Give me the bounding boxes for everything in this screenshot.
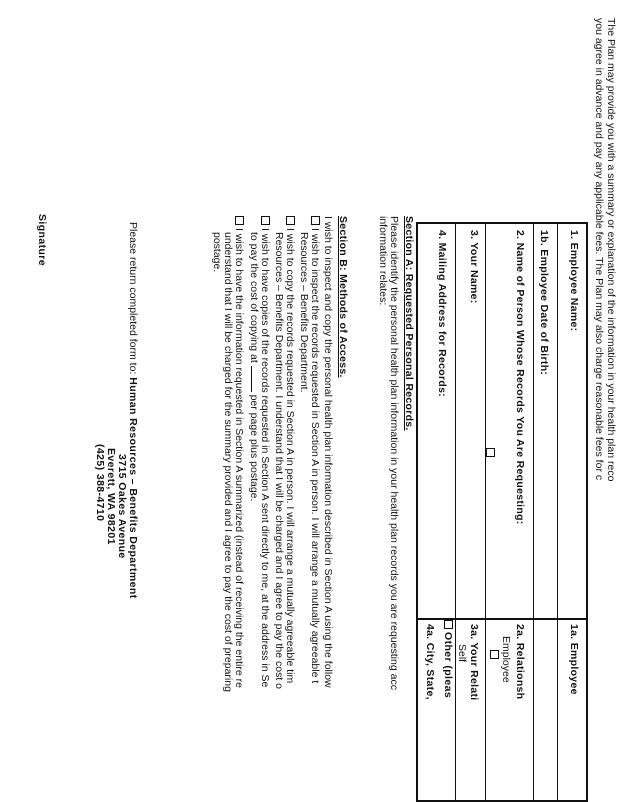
relationship-other-text: Other (pleas	[442, 632, 454, 699]
section-b-heading: Section B: Methods of Access.	[337, 216, 349, 378]
intro-line-1: The Plan may provide you with a summary or explanation of the information in your health plan reco	[605, 18, 617, 482]
employee-name-label: 1. Employee Name:	[568, 230, 580, 332]
section-b	[211, 216, 348, 692]
intro-line-2: you agree in advance and pay any applicable fees. The Plan may also charge reasonable fees for c	[593, 18, 605, 481]
access-option-mail	[259, 216, 270, 692]
table-row-divider	[533, 224, 534, 800]
inspect-checkbox[interactable]	[311, 216, 320, 225]
mail-line-2	[248, 216, 259, 692]
section-a-line-1: Please identify the personal health plan information in your health plan records you are requesting acc	[388, 216, 400, 690]
relationship-employee-checkbox[interactable]	[490, 650, 499, 659]
mail-checkbox[interactable]	[261, 216, 270, 225]
access-option-inspect	[309, 216, 320, 692]
summary-line-3: postage.	[211, 232, 223, 273]
return-street: 3715 Oakes Avenue	[116, 454, 128, 559]
return-city: Everett, WA 98201	[105, 448, 117, 545]
request-form-table	[416, 222, 588, 802]
access-option-copy	[284, 216, 295, 692]
relationship-self-checkbox[interactable]	[486, 448, 495, 457]
return-department: Human Resources – Benefits Department	[127, 377, 139, 599]
return-address-block	[94, 222, 138, 599]
city-state-label: 4a. City, State,	[424, 624, 436, 700]
intro-text	[593, 18, 617, 481]
summary-line-1: I wish to have the information requested in Section A summarized (instead of receiving the entire re	[233, 228, 245, 688]
your-relationship-label: 3a. Your Relati	[468, 624, 480, 701]
section-a-heading: Section A: Requested Personal Records.	[403, 216, 415, 431]
relationship-other-option	[442, 620, 454, 698]
employee-dob-label: 1b. Employee Date of Birth:	[538, 230, 550, 376]
your-name-label: 3. Your Name:	[468, 230, 480, 304]
mail-line-2-end: per page plus postage.	[248, 394, 260, 502]
relationship-option-employee	[500, 636, 512, 683]
relationship-self-text: Self	[456, 644, 468, 663]
section-a	[377, 216, 414, 690]
access-option-summary	[233, 216, 244, 692]
relationship-employee-text: Employee	[500, 636, 512, 683]
table-row-divider	[557, 224, 558, 800]
cost-per-page-blank[interactable]	[251, 366, 252, 392]
relationship-other-checkbox[interactable]	[444, 620, 453, 629]
signature-label: Signature	[36, 214, 48, 267]
self-checkbox-wrap-2	[484, 448, 496, 460]
copy-line-2: Resources – Benefits Department. I understand that I will be charged and I agree to pay the cost o	[273, 232, 285, 690]
table-row-divider	[455, 224, 456, 800]
inspect-line-1: I wish to inspect the records requested in Section A in person. I will arrange a mutually agreeable t	[309, 228, 321, 684]
inspect-line-2: Resources – Benefits Department.	[298, 232, 310, 393]
mailing-address-label: 4. Mailing Address for Records:	[436, 230, 448, 398]
employee-id-label: 1a. Employee	[568, 624, 580, 695]
relationship-label: 2a. Relationsh	[514, 624, 526, 700]
section-a-line-2: information relates:	[377, 216, 389, 306]
mail-line-1: I wish to have copies of the records requested in Section A sent directly to me, at the address in Se	[259, 228, 271, 688]
return-lead: Please return completed form to:	[127, 222, 139, 375]
person-records-label: 2. Name of Person Whose Records You Are Requesting:	[514, 230, 526, 525]
relationship-employee-checkbox-wrap	[488, 650, 500, 662]
section-b-intro: I wish to inspect and copy the personal health plan information described in Section A using the follow	[322, 216, 334, 688]
table-row-divider	[485, 224, 486, 800]
mail-line-2-start: to pay the cost of copying at	[248, 232, 260, 363]
copy-line-1: I wish to copy the records requested in Section A in person. I will arrange a mutually agreeable tim	[284, 228, 296, 684]
summary-checkbox[interactable]	[235, 216, 244, 225]
summary-line-2: understand that I will be charged for the summary provided and I agree to pay the cost of preparing	[222, 232, 234, 692]
return-phone: (425) 388-4710	[94, 444, 106, 522]
copy-checkbox[interactable]	[286, 216, 295, 225]
return-line-1	[127, 222, 138, 599]
